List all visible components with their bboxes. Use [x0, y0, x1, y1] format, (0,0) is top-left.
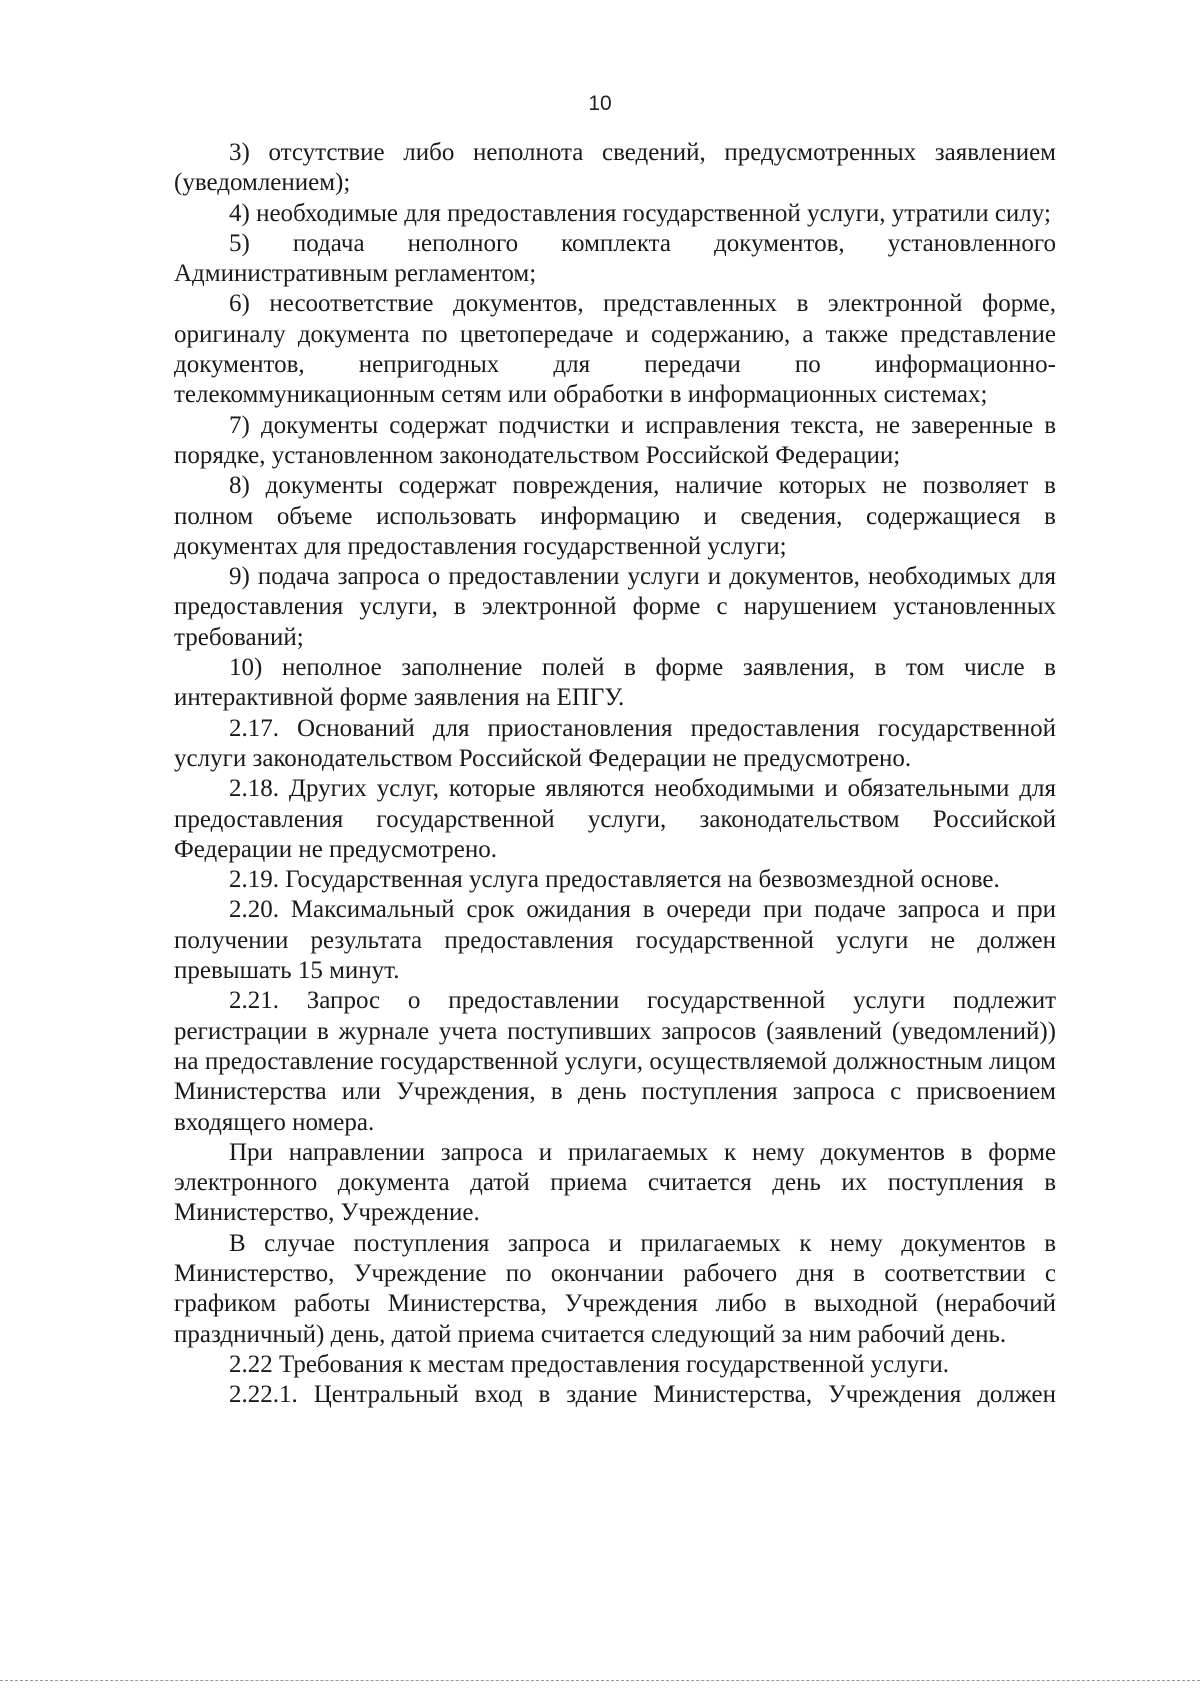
- paragraph-item-3: 3) отсутствие либо неполнота сведений, предусмотренных заявлением (уведомлением);: [174, 139, 1056, 197]
- paragraph-2-21: 2.21. Запрос о предоставлении государственной услуги подлежит регистрации в журнале учета поступивших запросов (заявлений (уведомлений)) на предоставление государственной услуги, осуществляемой должностным лицом Министерства или Учреждения, в день поступления запроса с присвоением входящего номера.: [174, 987, 1056, 1136]
- paragraph-item-9: 9) подача запроса о предоставлении услуги и документов, необходимых для предоставления услуги, в электронной форме с нарушением установленных требований;: [174, 563, 1056, 651]
- paragraph-2-17: 2.17. Оснований для приостановления предоставления государственной услуги законодательством Российской Федерации не предусмотрено.: [174, 714, 1056, 772]
- scan-edge-line: [0, 1680, 1200, 1681]
- page-number: 10: [588, 92, 612, 115]
- paragraph-2-22: 2.22 Требования к местам предоставления государственной услуги.: [229, 1350, 949, 1378]
- paragraph-2-20: 2.20. Максимальный срок ожидания в очереди при подаче запроса и при получении результата предоставления государственной услуги не должен превышать 15 минут.: [174, 896, 1056, 985]
- paragraph-2-18: 2.18. Других услуг, которые являются необходимыми и обязательными для предоставления государственной услуги, законодательством Российской Федерации не предусмотрено.: [174, 775, 1056, 863]
- paragraph-after-hours-submission: В случае поступления запроса и прилагаемых к нему документов в Министерство, Учреждение по окончании рабочего дня в соответствии с графиком работы Министерства, Учреждения либо в выходной (нерабочий праздничный) день, датой приема считается следующий за ним рабочий день.: [174, 1229, 1056, 1348]
- paragraph-item-6: 6) несоответствие документов, представленных в электронной форме, оригиналу документа по цветопередаче и содержанию, а также представление документов, непригодных для передачи по информационно-телекоммуникационным сетям или обработки в информационных системах;: [174, 290, 1056, 409]
- document-body: [174, 138, 1056, 1410]
- paragraph-item-5: 5) подача неполного комплекта документов, установленного Административным регламентом;: [174, 229, 1056, 288]
- paragraph-2-22-1: 2.22.1. Центральный вход в здание Министерства, Учреждения должен: [229, 1381, 1056, 1409]
- paragraph-electronic-submission: При направлении запроса и прилагаемых к нему документов в форме электронного документа датой приема считается день их поступления в Министерство, Учреждение.: [174, 1138, 1056, 1227]
- paragraph-item-8: 8) документы содержат повреждения, наличие которых не позволяет в полном объеме использовать информацию и сведения, содержащиеся в документах для предоставления государственной услуги;: [174, 472, 1056, 560]
- paragraph-2-19: 2.19. Государственная услуга предоставляется на безвозмездной основе.: [229, 866, 1000, 894]
- paragraph-item-4: 4) необходимые для предоставления государственной услуги, утратили силу;: [229, 199, 1051, 227]
- paragraph-item-10: 10) неполное заполнение полей в форме заявления, в том числе в интерактивной форме заявления на ЕПГУ.: [174, 654, 1056, 712]
- paragraph-item-7: 7) документы содержат подчистки и исправления текста, не заверенные в порядке, установленном законодательством Российской Федерации;: [174, 411, 1056, 469]
